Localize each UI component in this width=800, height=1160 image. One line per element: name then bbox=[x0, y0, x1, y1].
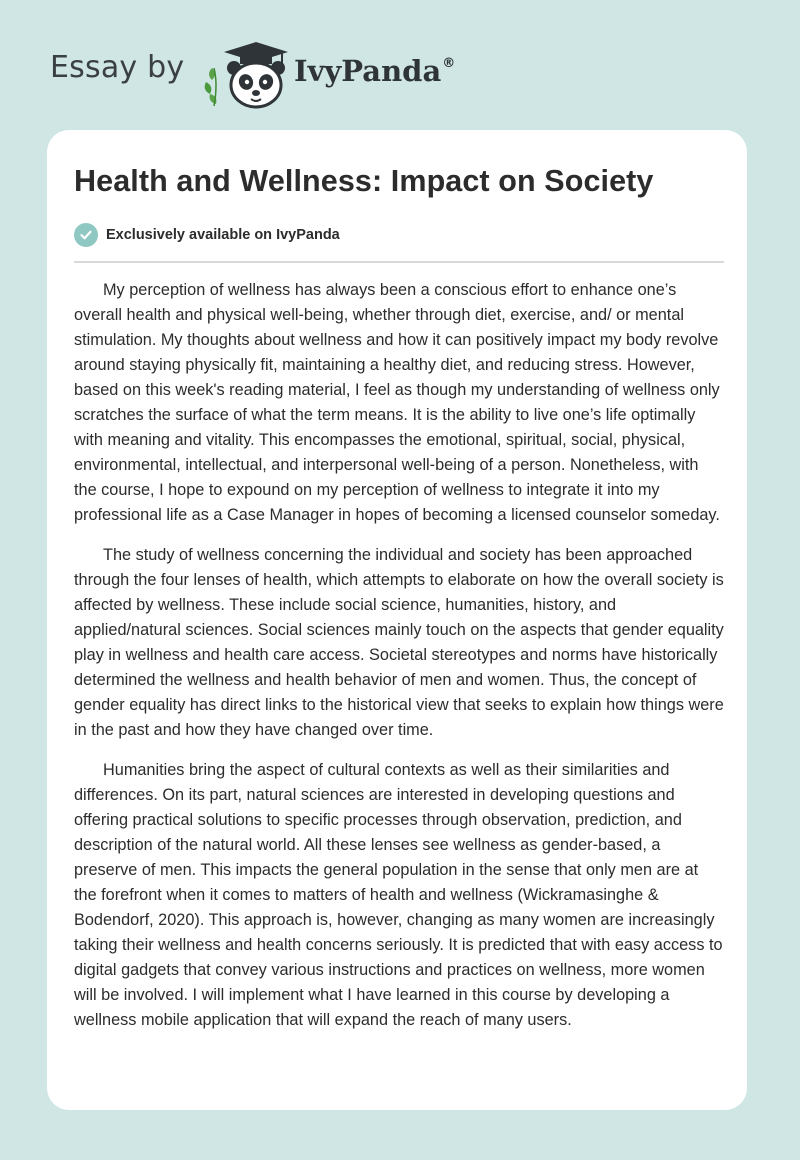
paragraph: Humanities bring the aspect of cultural contexts as well as their similarities and differences. On its part, natural sciences are interested in developing questions and offering practical solutions to specific processes through observation, prediction, and description of the natural world. All these lenses see wellness as gender-based, a preserve of men. This impacts the general population in the sense that only men are at the forefront when it comes to matters of health and wellness (Wickramasinghe & Bodendorf, 2020). This approach is, however, changing as many women are increasingly taking their wellness and health concerns seriously. It is predicted that with easy access to digital gadgets that convey various instructions and practices on wellness, more women will be involved. I will implement what I have learned in this course by developing a wellness mobile application that will expand the reach of many users. bbox=[74, 761, 723, 1029]
site-header bbox=[50, 38, 470, 110]
brand-prefix: Essay by bbox=[50, 50, 185, 85]
divider bbox=[74, 261, 724, 263]
page-title: Health and Wellness: Impact on Society bbox=[74, 164, 654, 198]
essay-body bbox=[74, 278, 724, 1048]
paragraph: My perception of wellness has always been a conscious effort to enhance one’s overall health and physical well-being, whether through diet, exercise, and/ or mental stimulation. My thoughts about wellness and how it can positively impact my body revolve around staying physically fit, maintaining a healthy diet, and reducing stress. However, based on this week's reading material, I feel as though my understanding of wellness only scratches the surface of what the term means. It is the ability to live one’s life optimally with meaning and vitality. This encompasses the emotional, spiritual, social, physical, environmental, intellectual, and interpersonal well-being of a person. Nonetheless, with the course, I hope to expound on my perception of wellness to integrate it into my professional life as a Case Manager in hopes of becoming a licensed counselor someday. bbox=[74, 281, 720, 524]
panda-logo-icon[interactable] bbox=[202, 38, 290, 110]
registered-mark: ® bbox=[442, 56, 456, 71]
essay-card bbox=[47, 130, 747, 1110]
paragraph: The study of wellness concerning the individual and society has been approached through the four lenses of health, which attempts to elaborate on how the overall society is affected by wellness. These include social science, humanities, history, and applied/natural sciences. Social sciences mainly touch on the aspects that gender equality play in wellness and health care access. Societal stereotypes and norms have historically determined the wellness and health behavior of men and women. Thus, the concept of gender equality has direct links to the historical view that seeks to explain how things were in the past and how they have changed over time. bbox=[74, 546, 724, 739]
exclusive-badge bbox=[74, 222, 340, 248]
badge-label: Exclusively available on IvyPanda bbox=[106, 227, 340, 243]
brand-name-text: IvyPanda bbox=[294, 54, 442, 88]
brand-name[interactable] bbox=[294, 54, 455, 88]
check-icon bbox=[74, 223, 98, 247]
